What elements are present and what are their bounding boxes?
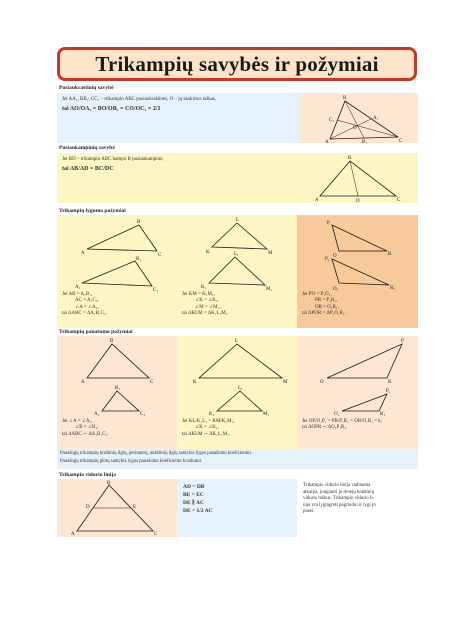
label-p1: P₁ — [386, 389, 391, 394]
section-heading-similarity: Trikampių panašumo požymiai — [59, 329, 133, 335]
label-a: A — [315, 198, 319, 203]
congruence-sss-text: Jei PO = P₁O₁, PR = P₁R₁, OR = O₁R₁, tai ΔPOR = ΔP₁O₁R₁. — [302, 292, 346, 316]
bisectors-statement: Jei BD – trikampio ABC kampo B pusiaukampinė, — [62, 157, 164, 162]
label-b: B — [348, 156, 352, 161]
similarity-figure-sas — [177, 336, 297, 416]
label-l: L — [235, 339, 239, 344]
label-m1: M₁ — [266, 287, 273, 292]
similarity-figure-aa — [57, 336, 177, 416]
similarity-sss-text: Jei OP/O₁P₁ = PR/P₁R₁ = OR/O₁R₁ = k, tai ΔOPR ∼ ΔO₁P₁R₁. — [302, 419, 383, 431]
section-heading-midline: Trikampio vidurio linija — [59, 472, 117, 478]
label-b: B — [137, 220, 141, 225]
section-heading-bisectors: Pusiaukampinių savybė — [59, 145, 115, 151]
label-a: A — [325, 140, 329, 145]
congruence-figure-sas — [57, 215, 177, 293]
label-k: K — [193, 380, 197, 385]
label-m1: M₁ — [263, 412, 270, 417]
congruence-sas-text: Jei AB = A₁B₁, AC = A₁C₁, ∠A = ∠A₁, tai ΔABC = ΔA₁B₁C₁. — [62, 292, 108, 316]
midline-description: Trikampio vidurio linija vadinama atkarpa, jungianti jo dviejų kraštinių vidurio taškus. Trikampio vidurio li- nija yra lygiagreti pagrindui ir lygi jo pusei. — [303, 483, 376, 515]
label-a: A — [71, 532, 75, 537]
label-b: B — [107, 481, 111, 486]
label-o1: O₁ — [333, 287, 339, 292]
label-l1: L₁ — [238, 386, 243, 391]
label-b: B — [110, 339, 114, 344]
label-o: O — [320, 380, 324, 385]
label-a1: A₁ — [373, 116, 379, 121]
label-c: C — [158, 253, 162, 258]
label-o1: O₁ — [334, 412, 340, 417]
label-b1: B₁ — [115, 386, 121, 391]
label-c: C — [399, 139, 403, 144]
similarity-aa-text: Jei ∠A = ∠A₁, ∠B = ∠B₁, tai ΔABC ∼ ΔA₁B₁C₁. — [62, 419, 109, 437]
label-e: E — [133, 505, 137, 510]
medians-ratio: tai AO/OA₁ = BO/OB₁ = CO/OC₁ = 2/1 — [62, 106, 161, 112]
label-o: O — [353, 126, 357, 131]
label-d: D — [356, 199, 360, 204]
similarity-figure-sss — [297, 336, 418, 416]
label-p: P — [401, 339, 404, 344]
label-a1: A₁ — [75, 285, 81, 290]
label-c1: C₁ — [329, 118, 335, 123]
page-title: Trikampių savybės ir požymiai — [57, 47, 417, 81]
label-d: D — [86, 505, 90, 510]
congruence-asa-text: Jei KM = K₁M₁, ∠K = ∠K₁, ∠M = ∠M₁, tai ΔKLM = ΔK₁L₁M₁. — [182, 292, 229, 316]
similarity-sas-text: Jei KL/K₁L₁ = KM/K₁M₁, ∠K = ∠K₁, tai ΔKLM ∼ ΔK₁L₁M₁. — [182, 419, 235, 437]
label-b1: B₁ — [362, 140, 368, 145]
label-o: O — [333, 254, 337, 259]
label-r1: R₁ — [380, 412, 386, 417]
label-c: C — [397, 198, 401, 203]
congruence-figure-sss — [297, 215, 418, 290]
label-a: A — [81, 380, 85, 385]
label-p: P — [327, 221, 330, 226]
midline-formulas: AD = DB BE = EC DE ∥ AC DE = 1/2 AC — [183, 484, 213, 514]
cheat-sheet — [55, 45, 421, 587]
label-c1: C₁ — [140, 412, 146, 417]
midline-triangle-figure — [57, 479, 177, 537]
medians-triangle-figure — [300, 93, 418, 143]
label-c: C — [150, 380, 154, 385]
section-heading-medians: Pusiaukraštinių savybė — [59, 85, 114, 91]
section-heading-congruence: Trikampių lygumo požymiai — [59, 208, 126, 214]
bisectors-triangle-figure — [300, 153, 418, 203]
label-c1: C₁ — [153, 288, 159, 293]
label-a: A — [81, 251, 85, 256]
label-k1: K₁ — [201, 285, 207, 290]
label-l: L — [236, 218, 240, 223]
medians-statement: Jei AA₁, BB₁, CC₁ – trikampio ABC pusiaukraštinės, O – jų sankirtos taškas, — [62, 97, 217, 102]
label-k1: K₁ — [209, 412, 215, 417]
similarity-note-2: Panašiųjų trikampių plotų santykis lygus panašumo koeficiento kvadratui. — [60, 459, 203, 464]
similarity-note-1: Panašiųjų trikampių kraštinių ilgių, perimetrų, aukštinių ilgių santykis lygus panašumo koeficientui. — [60, 451, 252, 456]
label-r: R — [388, 380, 392, 385]
label-b1: B₁ — [136, 257, 142, 262]
label-a1: A₁ — [94, 412, 100, 417]
label-r: R — [388, 252, 392, 257]
label-m: M — [283, 380, 288, 385]
label-b: B — [343, 96, 347, 101]
label-m: M — [268, 251, 273, 256]
label-c: C — [154, 532, 158, 537]
label-p1: P₁ — [325, 257, 330, 262]
label-r1: R₁ — [390, 286, 396, 291]
label-l1: L₁ — [234, 252, 239, 257]
bisectors-ratio: tai AB/AD = BC/DC — [62, 166, 114, 172]
label-k: K — [206, 250, 210, 255]
congruence-figure-asa — [177, 215, 297, 290]
